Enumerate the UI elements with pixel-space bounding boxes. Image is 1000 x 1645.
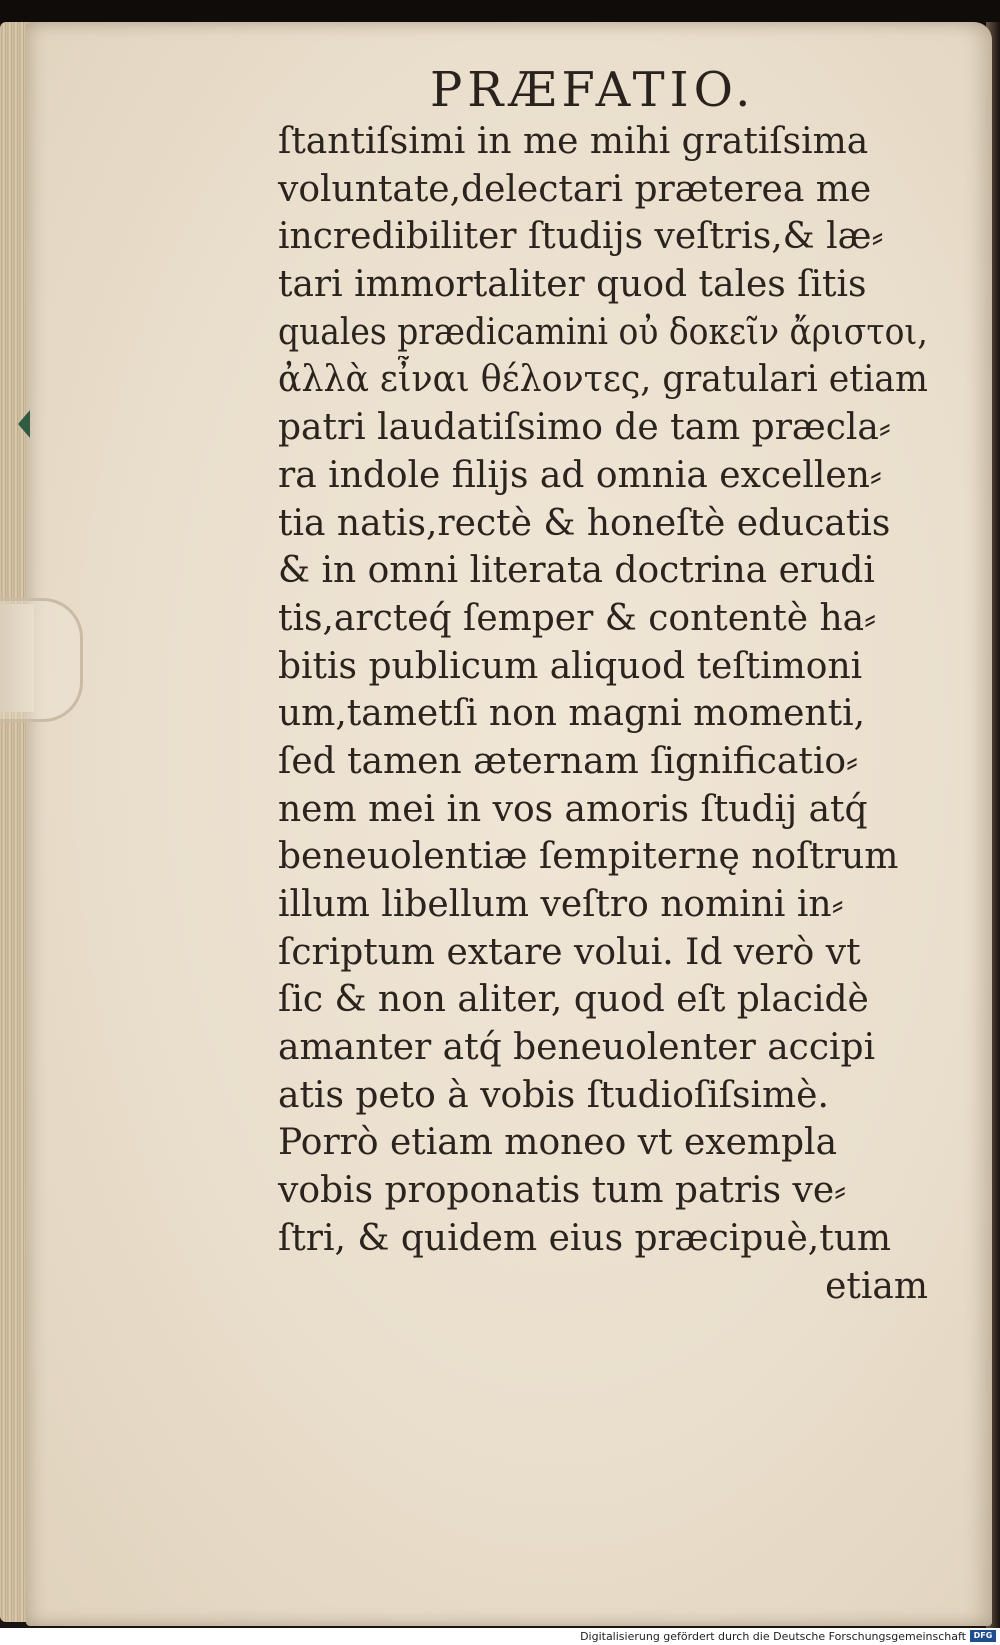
text-line-content: & in omni literata doctrina erudi: [278, 550, 875, 592]
text-line: [278, 690, 928, 738]
text-line-content: illum libellum veſtro nomini in⸗: [278, 884, 844, 925]
dfg-logo: DFG: [970, 1630, 996, 1642]
catchword-line: [278, 1263, 928, 1311]
text-line-content: ſic & non aliter, quod eſt placidè: [278, 979, 869, 1021]
text-line-content: vobis proponatis tum patris ve⸗: [278, 1170, 847, 1212]
text-line-content: Porrò etiam moneo vt exempla: [278, 1122, 838, 1164]
text-line-content: quales prædicamini οὐ δοκεῖν ἄριστοι,: [278, 311, 928, 353]
text-line: [278, 833, 928, 881]
text-line-content: ἀλλὰ εἶναι θέλοντες, gratulari etiam: [278, 359, 928, 401]
text-line: [278, 500, 928, 548]
text-line-content: um,tametſi non magni momenti,: [278, 693, 866, 735]
text-line: [278, 356, 928, 404]
text-line: [278, 1119, 928, 1167]
text-line: [278, 1167, 928, 1215]
text-line-content: tia natis,rectè & honeſtè educatis: [278, 502, 891, 544]
text-line: [278, 786, 928, 834]
text-line-content: voluntate,delectari præterea me: [278, 168, 872, 210]
text-line: [278, 547, 928, 595]
text-line-content: atis peto à vobis ſtudioſiſsimè.: [278, 1074, 829, 1116]
text-line-content: ra indole filijs ad omnia excellen⸗: [278, 454, 882, 496]
text-line: [278, 261, 928, 309]
text-line: [278, 881, 928, 929]
text-line-content: ſtri, & quidem eius præcipuè,tum: [278, 1217, 892, 1259]
text-line-content: tis,arcteq́ ſemper & contentè ha⸗: [278, 597, 877, 639]
text-line-content: ſtantiſsimi in me mihi gratiſsima: [278, 121, 869, 162]
text-line-content: tari immortaliter quod tales ſitis: [278, 264, 867, 306]
text-line: [278, 1072, 928, 1120]
running-header: PRÆFATIO.: [430, 62, 756, 118]
text-line: [278, 929, 928, 977]
text-line-content: patri laudatiſsimo de tam præcla⸗: [278, 407, 891, 449]
text-line: [278, 1215, 928, 1263]
footer-credit: Digitalisierung gefördert durch die Deutsche Forschungsgemeinschaft: [580, 1630, 966, 1643]
text-line-content: bitis publicum aliquod teſtimoni: [278, 645, 863, 687]
text-line-content: incredibiliter ſtudijs veſtris,& læ⸗: [278, 216, 884, 258]
text-line: [278, 118, 928, 166]
text-line: [278, 738, 928, 786]
body-text: [278, 118, 928, 1310]
text-line-content: amanter atq́ beneuolenter accipi: [278, 1027, 876, 1069]
book-clasp: [0, 598, 83, 722]
text-line: [278, 166, 928, 214]
text-line-content: nem mei in vos amoris ſtudij atq́: [278, 788, 868, 830]
catchword: etiam: [825, 1265, 928, 1307]
text-line: [278, 1024, 928, 1072]
text-line: [278, 213, 928, 261]
text-line: [278, 643, 928, 691]
green-tab-marker: [18, 410, 30, 438]
text-line: [278, 404, 928, 452]
text-line: [278, 309, 928, 357]
text-line: [278, 976, 928, 1024]
text-line-content: ſcriptum extare volui. Id verò vt: [278, 931, 861, 973]
text-line-content: ſed tamen æternam ſignificatio⸗: [278, 740, 859, 782]
text-line: [278, 452, 928, 500]
text-line: [278, 595, 928, 643]
text-line-content: beneuolentiæ ſempiternę noſtrum: [278, 836, 899, 878]
